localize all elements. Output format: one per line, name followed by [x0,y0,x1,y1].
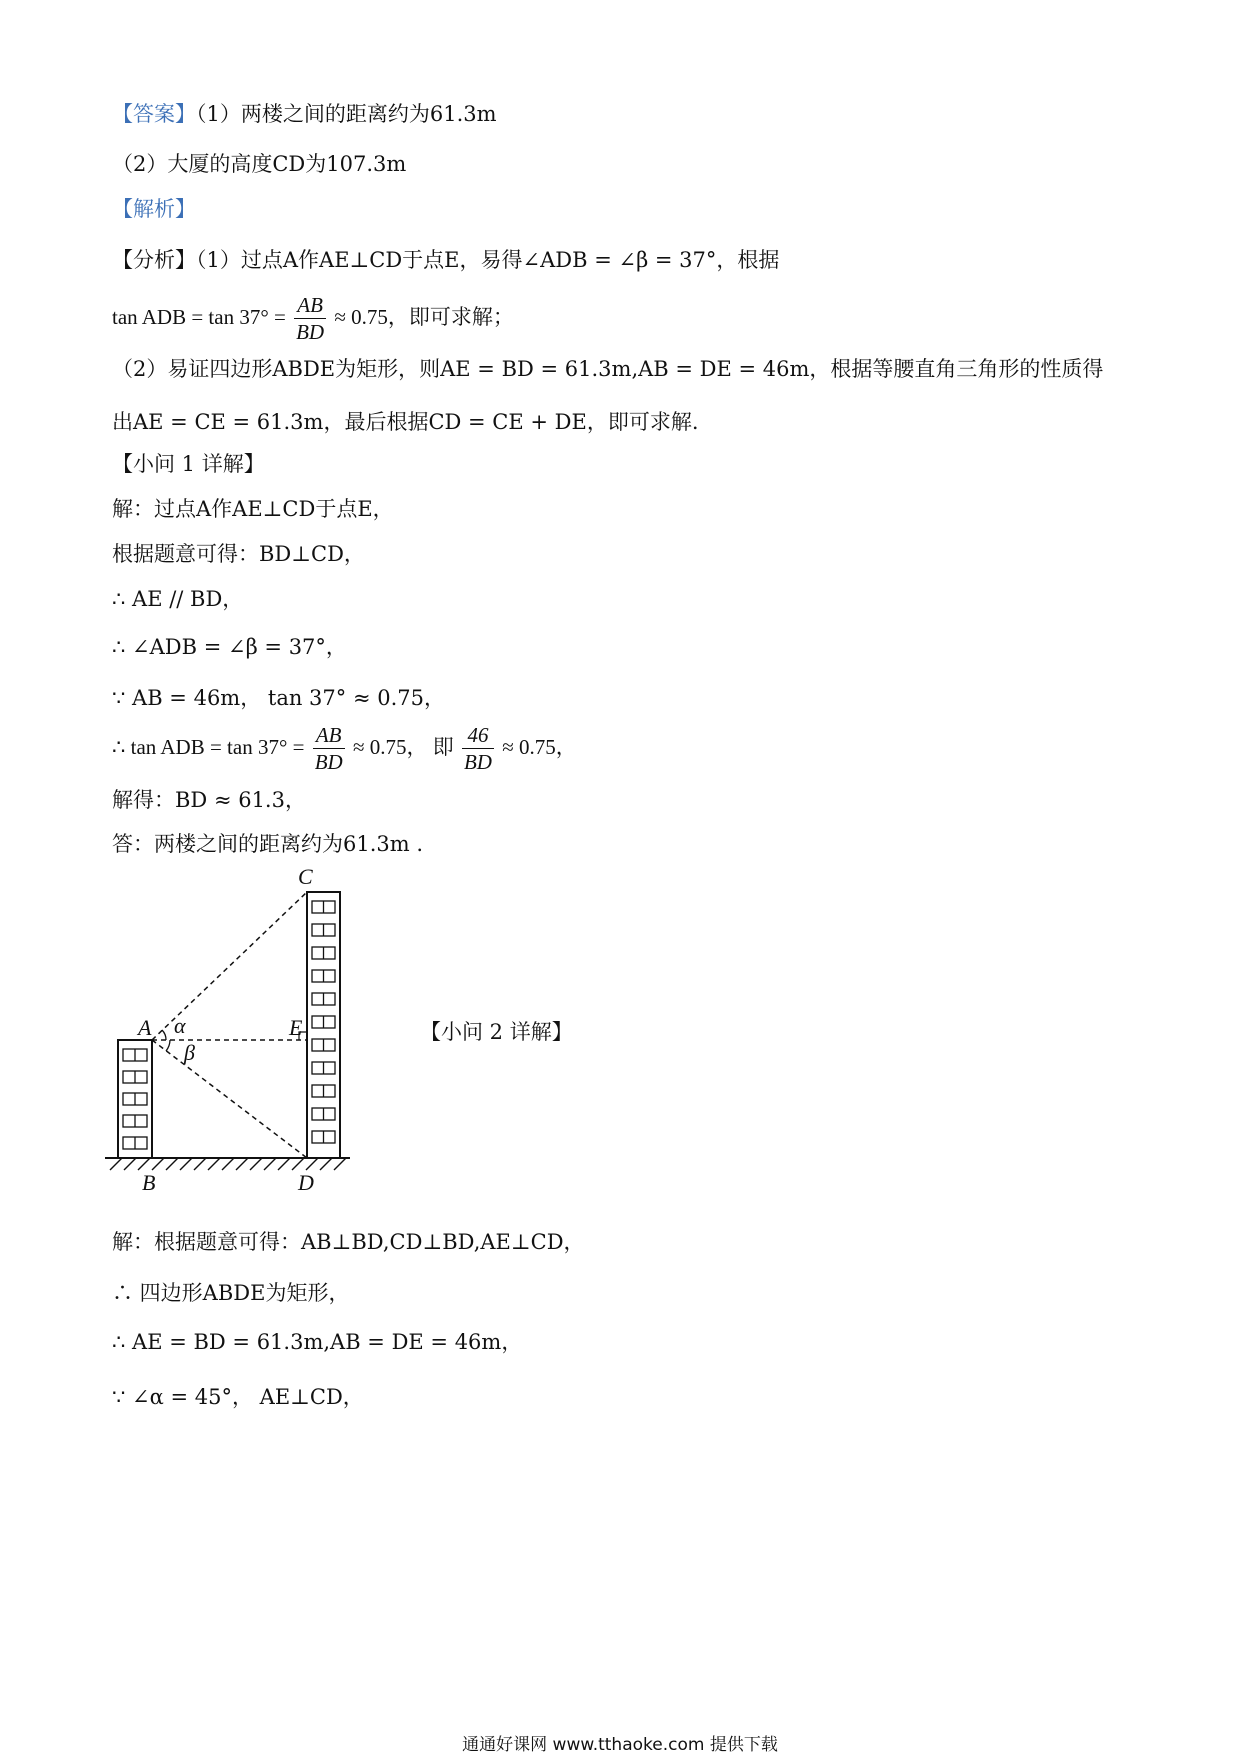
q1-step-3: ∴ AE // BD， [112,587,244,611]
analysis-line-1 [112,246,779,274]
answer-line-2: （2）大厦的高度CD为107.3m [112,152,407,176]
q2-title: 【小问 2 详解】 [420,1020,573,1044]
q2-step-1: 解：根据题意可得：AB⊥BD,CD⊥BD,AE⊥CD， [112,1230,585,1254]
q1-step6-pre: ∴ tan ADB = tan 37° = [112,735,310,759]
fraction-numerator: AB [313,722,345,749]
label-beta: β [184,1040,195,1065]
q1-step-1: 解：过点A作AE⊥CD于点E， [112,497,394,521]
q2-step-2: ∴ 四边形ABDE为矩形， [112,1281,350,1305]
q1-step-6 [112,722,577,775]
q1-title: 【小问 1 详解】 [112,452,265,476]
fraction-denominator: BD [296,320,325,344]
page-footer: 通通好课网 www.tthaoke.com 提供下载 [462,1735,778,1755]
q1-step-7: 解得：BD ≈ 61.3， [112,788,306,812]
label-e: E [289,1015,303,1040]
analysis-line-2 [112,292,514,345]
q1-step-4: ∴ ∠ADB = ∠β = 37°， [112,635,347,659]
label-a: A [138,1015,152,1040]
label-b: B [142,1170,156,1195]
q1-step6-post: ≈ 0.75， [496,735,577,759]
analysis-line-3: （2）易证四边形ABDE为矩形，则AE = BD = 61.3m,AB = DE = 46m，根据等腰直角三角形的性质得 [112,357,1104,381]
line-ad [152,1040,307,1158]
fraction-46-bd [462,722,494,775]
fraction-ab-bd [294,292,326,345]
label-alpha: α [174,1013,186,1038]
label-c: C [298,864,313,889]
analysis-formula-pre: tan ADB = tan 37° = [112,305,292,329]
analysis-line-4: 出AE = CE = 61.3m，最后根据CD = CE + DE，即可求解. [112,410,699,434]
q1-step-2: 根据题意可得：BD⊥CD， [112,542,365,566]
fraction-denominator: BD [314,750,343,774]
q1-step-8: 答：两楼之间的距离约为61.3m . [112,832,424,856]
beta-arc [166,1040,170,1051]
label-d: D [298,1170,314,1195]
fraction-denominator: BD [463,750,492,774]
analysis-tag: 【分析】 [112,248,196,272]
jiexi-tag: 【解析】 [112,197,196,221]
q2-step-4: ∵ ∠α = 45°， AE⊥CD， [112,1385,364,1409]
analysis-text-1: （1）过点A作AE⊥CD于点E，易得∠ADB = ∠β = 37°，根据 [196,248,780,272]
ground-hatching [110,1158,346,1170]
fraction-numerator: 46 [462,722,494,749]
answer-line-1 [112,100,497,128]
analysis-formula-post: ≈ 0.75，即可求解； [329,305,514,329]
alpha-arc [162,1030,166,1040]
building-diagram [100,860,390,1200]
q2-step-3: ∴ AE = BD = 61.3m,AB = DE = 46m， [112,1330,523,1354]
q1-step-5: ∵ AB = 46m， tan 37° ≈ 0.75， [112,686,445,710]
answer-tag: 【答案】 [112,102,196,126]
fraction-numerator: AB [294,292,326,319]
q1-step6-mid: ≈ 0.75， 即 [347,735,459,759]
answer-text-1: （1）两楼之间的距离约为61.3m [196,102,497,126]
fraction-ab-bd-2 [313,722,345,775]
